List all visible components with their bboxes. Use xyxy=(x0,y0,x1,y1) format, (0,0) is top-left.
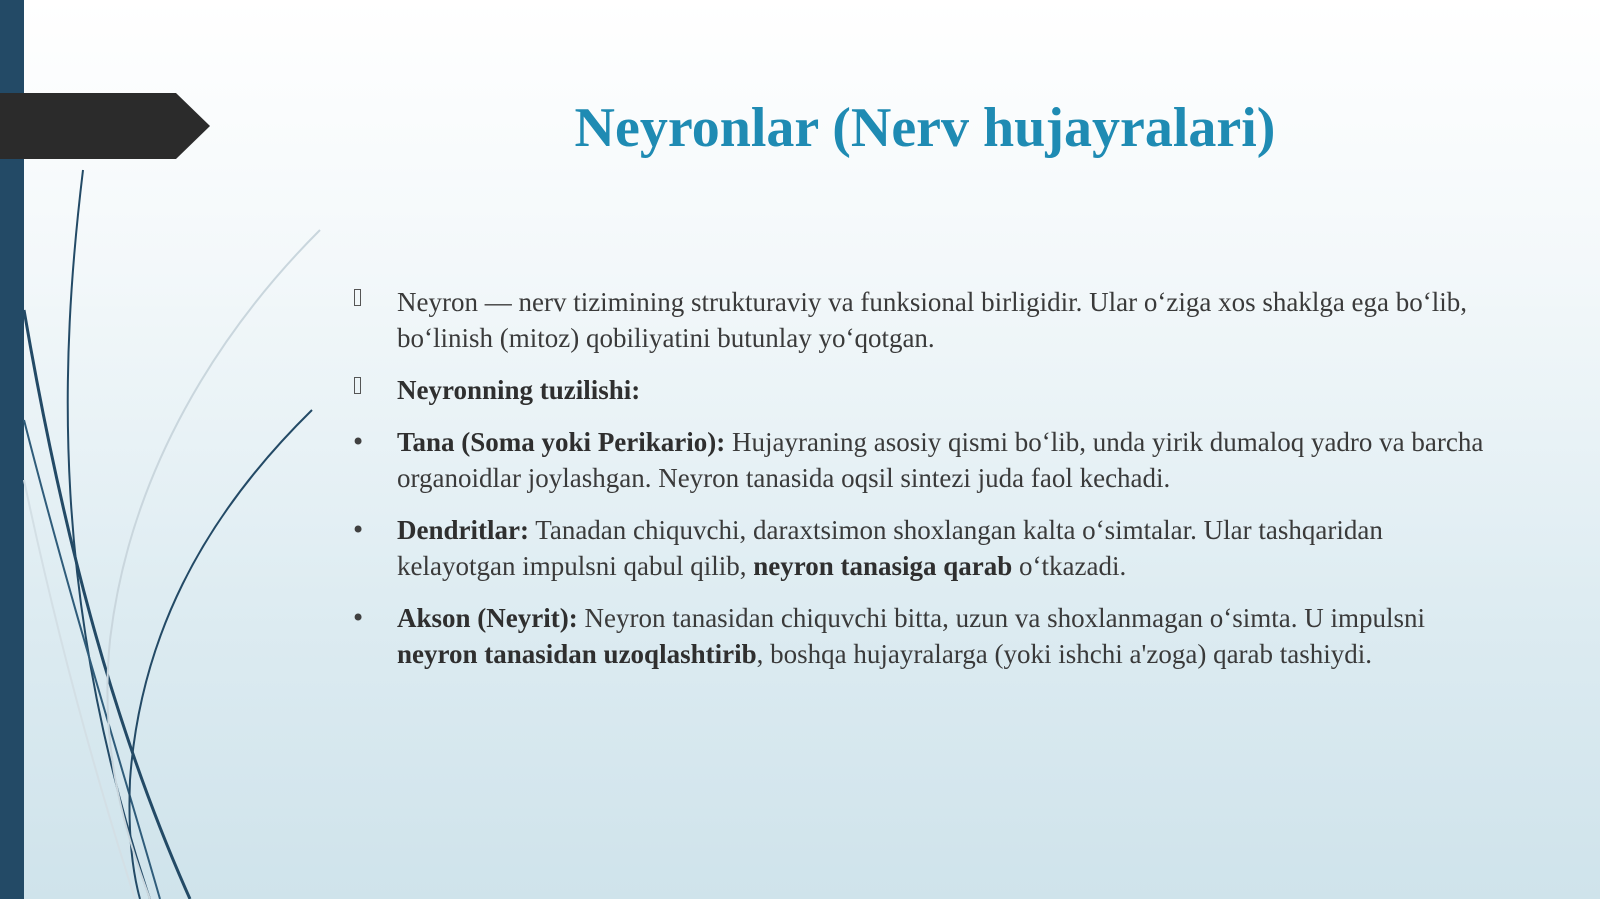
item-text-2: , boshqa hujayralarga (yoki ishchi a'zoga) qarab tashiydi. xyxy=(756,639,1373,669)
square-bullet-icon xyxy=(354,289,361,306)
item-bold-text-2: neyron tanasidan uzoqlashtirib xyxy=(397,639,757,669)
list-item xyxy=(340,424,1500,496)
square-bullet-icon xyxy=(354,377,361,394)
list-item xyxy=(340,284,1500,356)
item-bold-text: Tana (Soma yoki Perikario): xyxy=(397,427,726,457)
bullet-list xyxy=(340,284,1500,688)
bullet-dot-icon: • xyxy=(351,604,366,632)
item-text: Tanadan chiquvchi, daraxtsimon shoxlangan kalta o‘simtalar. Ular tashqaridan kelayotgan impulsni qabul qilib, xyxy=(397,515,1383,581)
bullet-dot-icon: • xyxy=(351,516,366,544)
item-bold-text: Dendritlar: xyxy=(397,515,529,545)
bullet-dot-icon: • xyxy=(351,428,366,456)
list-item xyxy=(340,372,1500,408)
item-text: Neyron tanasidan chiquvchi bitta, uzun va shoxlanmagan o‘simta. U impulsni xyxy=(577,603,1426,633)
item-text: Neyron — nerv tizimining strukturaviy va funksional birligidir. Ular o‘ziga xos shaklga ega bo‘lib, bo‘linish (mitoz) qobiliyatini butunlay yo‘qotgan. xyxy=(397,287,1468,353)
slide-title: Neyronlar (Nerv hujayralari) xyxy=(574,97,1276,159)
item-bold-text: Akson (Neyrit): xyxy=(397,603,578,633)
list-item xyxy=(340,600,1500,672)
decorative-curves xyxy=(0,0,340,899)
item-text-2: o‘tkazadi. xyxy=(1012,551,1127,581)
item-bold-text: Neyronning tuzilishi: xyxy=(397,375,641,405)
item-bold-text-2: neyron tanasiga qarab xyxy=(753,551,1013,581)
list-item xyxy=(340,512,1500,584)
item-text: Hujayraning asosiy qismi bo‘lib, unda yirik dumaloq yadro va barcha organoidlar joylashgan. Neyron tanasida oqsil sintezi juda faol kechadi. xyxy=(397,427,1484,493)
